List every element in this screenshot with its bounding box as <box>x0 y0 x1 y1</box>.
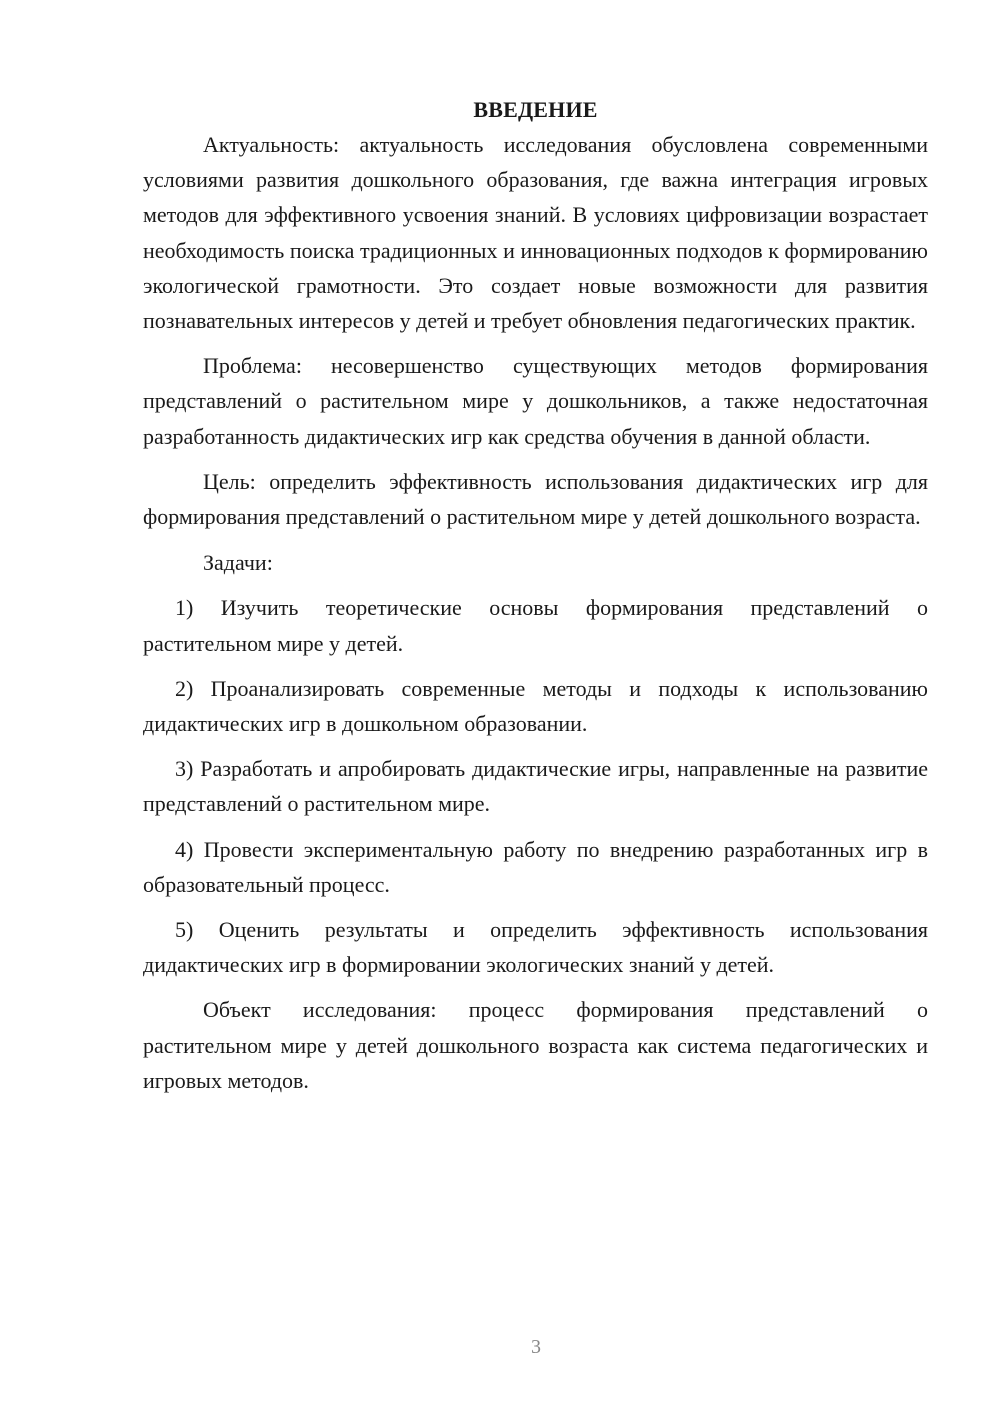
page-content <box>143 92 928 1098</box>
relevance-paragraph: Актуальность: актуальность исследования обусловлена современными условиями развития дошкольного образования, где важна интеграция игровых методов для эффективного усвоения знаний. В условиях цифровизации возрастает необходимость поиска традиционных и инновационных подходов к формированию экологической грамотности. Это создает новые возможности для развития познавательных интересов у детей и требует обновления педагогических практик. <box>143 132 928 334</box>
task-item: 4) Провести экспериментальную работу по внедрению разработанных игр в образовательный процесс. <box>143 836 928 897</box>
goal-paragraph: Цель: определить эффективность использования дидактических игр для формирования представлений о растительном мире у детей дошкольного возраста. <box>143 468 928 530</box>
page-title: ВВЕДЕНИЕ <box>473 97 598 122</box>
task-item: 5) Оценить результаты и определить эффективность использования дидактических игр в формировании экологических знаний у детей. <box>143 917 928 978</box>
page-number: 3 <box>531 1336 541 1358</box>
task-item: 3) Разработать и апробировать дидактические игры, направленные на развитие представлений о растительном мире. <box>143 756 928 817</box>
task-item: 1) Изучить теоретические основы формирования представлений о растительном мире у детей. <box>143 595 928 656</box>
task-item: 2) Проанализировать современные методы и подходы к использованию дидактических игр в дошкольном образовании. <box>143 675 928 737</box>
object-paragraph: Объект исследования: процесс формирования представлений о растительном мире у детей дошкольного возраста как система педагогических и игровых методов. <box>143 997 928 1093</box>
problem-paragraph: Проблема: несовершенство существующих методов формирования представлений о растительном мире у дошкольников, а также недостаточная разработанность дидактических игр как средства обучения в данной области. <box>143 353 928 449</box>
tasks-label: Задачи: <box>203 550 273 576</box>
